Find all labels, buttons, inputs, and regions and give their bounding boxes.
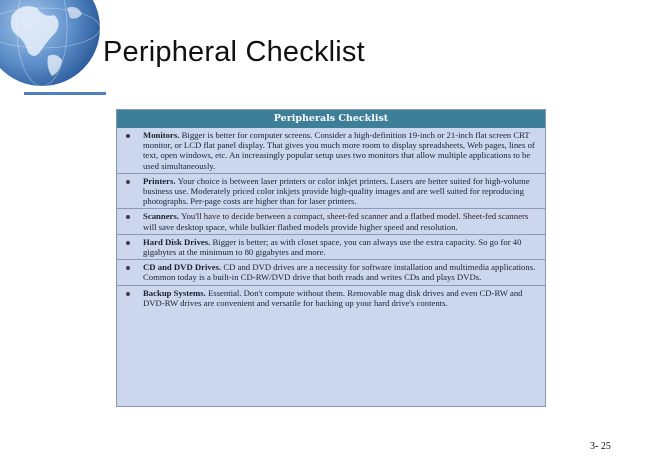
checklist-header: Peripherals Checklist [117,110,545,128]
checklist-item-cd-dvd-drives [117,260,545,285]
peripherals-checklist [116,109,546,407]
checklist-item-printers [117,174,545,210]
item-text: You'll have to decide between a compact, sheet-fed scanner and a flatbed model. Sheet-fed scanners will save desktop space, while bulkier flatbed models provide higher speed and resolution. [143,211,529,232]
bullet-icon [126,134,130,138]
checklist-item-hard-disk-drives [117,235,545,260]
item-text: Bigger is better; as with closet space, you can always use the extra capacity. So go for 40 gigabytes at the minimum to 80 gigabytes and more. [143,236,522,258]
item-title: Monitors. [143,130,182,140]
checklist-item-backup-systems [117,286,545,310]
bullet-icon [126,266,130,270]
item-text: Essential. Don't compute without them. Removable mag disk drives and even CD-RW and DVD-RW drives are convenient and versatile for backing up your hard drive's contents. [143,287,523,308]
checklist-item-monitors [117,128,545,174]
item-text: Your choice is between laser printers or color inkjet printers. Lasers are better suited for high-volume business use. Moderately priced color inkjets provide high-quality images and are well suited for reproducing photographs. Per-page costs are higher than for laser printers. [143,175,530,207]
item-title: Printers. [143,175,178,186]
item-text: Bigger is better for computer screens. Consider a high-definition 19-inch or 21-inch flat screen CRT monitor, or LCD flat panel display. That gives you much more room to display spreadsheets, Web pages, lines of text, open windows, etc. An increasingly popular setup uses two monitors that allow multiple applications to be used simultaneously. [143,130,535,171]
bullet-icon [126,215,130,219]
checklist-item-scanners [117,209,545,234]
item-title: CD and DVD Drives. [143,262,224,273]
item-text: CD and DVD drives are a necessity for software installation and multimedia applications. Common today is a built-in CD-RW/DVD drive that both reads and writes CDs and plays DVDs. [143,262,536,283]
item-title: Hard Disk Drives. [143,236,213,247]
bullet-icon [126,180,130,184]
item-title: Backup Systems. [143,287,208,298]
slide-title: Peripheral Checklist [103,36,365,68]
bullet-icon [126,241,130,245]
globe-icon [0,0,104,98]
item-title: Scanners. [143,211,182,222]
page-number: 3- 25 [590,441,611,452]
bullet-icon [126,292,130,296]
title-underline [24,92,106,95]
